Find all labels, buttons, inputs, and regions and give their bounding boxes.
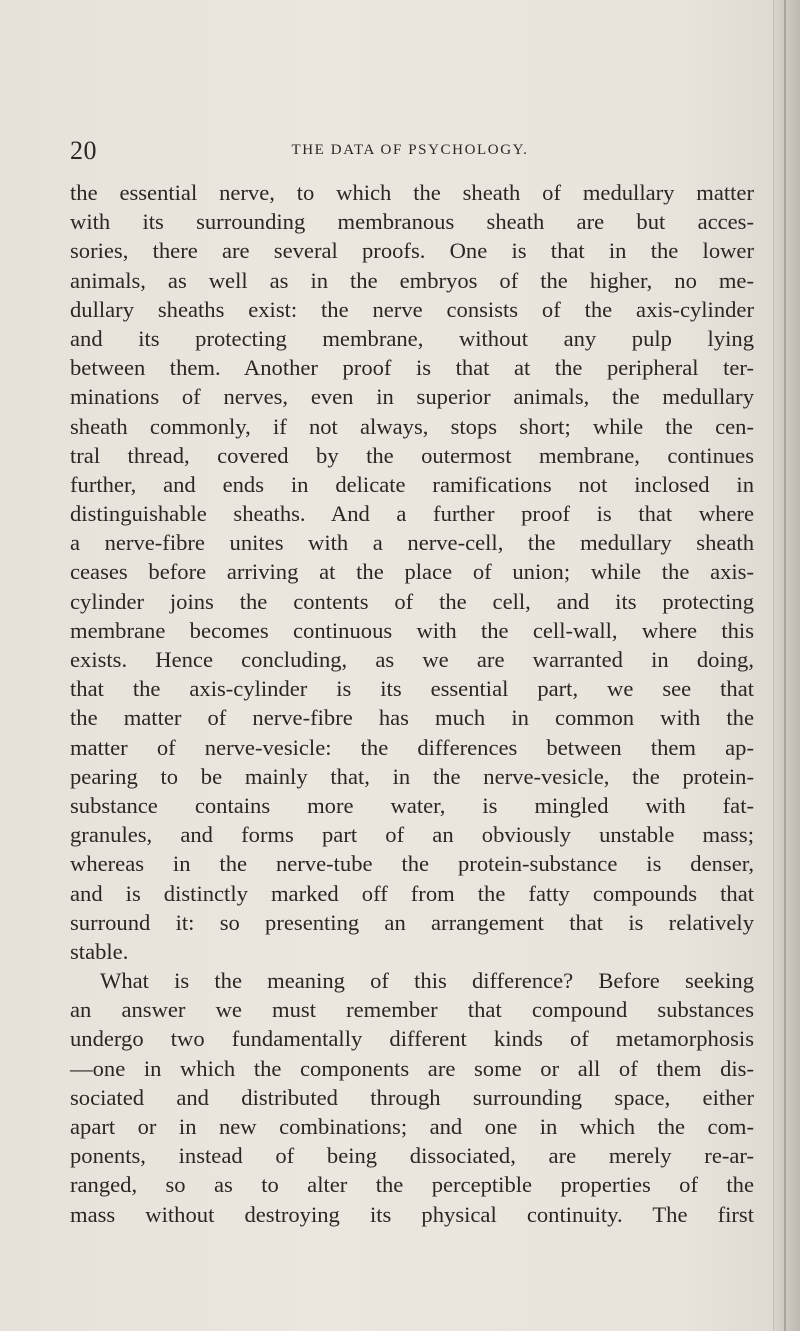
text-line: further, and ends in delicate ramifications not inclosed in: [70, 471, 754, 497]
text-line: dullary sheaths exist: the nerve consists of the axis-cylinder: [70, 296, 754, 322]
page-edge-shadow: [773, 0, 800, 1331]
text-line: the essential nerve, to which the sheath of medullary matter: [70, 180, 754, 205]
text-line: and is distinctly marked off from the fatty compounds that: [70, 880, 754, 906]
text-line: sheath commonly, if not always, stops short; while the cen-: [70, 413, 754, 439]
text-line: granules, and forms part of an obviously unstable mass;: [70, 822, 754, 848]
text-line: that the axis-cylinder is its essential part, we see that: [70, 676, 754, 702]
text-line: ceases before arriving at the place of union; while the axis-: [70, 559, 754, 585]
text-line: —one in which the components are some or all of them dis-: [70, 1055, 754, 1081]
body-text: [70, 178, 754, 1229]
text-line: ponents, instead of being dissociated, are merely re-ar-: [70, 1143, 754, 1169]
text-line: undergo two fundamentally different kinds of metamorphosis: [70, 1026, 754, 1052]
text-line: distinguishable sheaths. And a further proof is that where: [70, 501, 754, 527]
page-number: 20: [70, 136, 97, 165]
text-line: apart or in new combinations; and one in which the com-: [70, 1114, 754, 1139]
text-line: ranged, so as to alter the perceptible properties of the: [70, 1172, 754, 1198]
text-line: sociated and distributed through surrounding space, either: [70, 1084, 754, 1110]
paragraph-start-line: What is the meaning of this difference? Before seeking: [100, 968, 754, 994]
text-line: and its protecting membrane, without any pulp lying: [70, 325, 754, 351]
paragraph-end-line: stable.: [70, 938, 129, 964]
text-line: an answer we must remember that compound substances: [70, 997, 754, 1023]
text-line: exists. Hence concluding, as we are warranted in doing,: [70, 647, 754, 672]
text-line: matter of nerve-vesicle: the differences between them ap-: [70, 734, 754, 760]
text-line: the matter of nerve-fibre has much in common with the: [70, 705, 754, 731]
text-line: with its surrounding membranous sheath are but acces-: [70, 209, 754, 235]
text-line: animals, as well as in the embryos of the higher, no me-: [70, 267, 754, 293]
running-title: THE DATA OF PSYCHOLOGY.: [291, 142, 529, 158]
text-line: whereas in the nerve-tube the protein-substance is denser,: [70, 851, 754, 877]
text-line: sories, there are several proofs. One is that in the lower: [70, 238, 754, 264]
text-line: substance contains more water, is mingled with fat-: [70, 792, 754, 818]
page-header: [70, 136, 750, 166]
text-line: cylinder joins the contents of the cell, and its protecting: [70, 588, 754, 614]
text-line: mass without destroying its physical continuity. The first: [70, 1201, 754, 1227]
text-line: surround it: so presenting an arrangement that is relatively: [70, 909, 754, 935]
text-line: membrane becomes continuous with the cell-wall, where this: [70, 617, 754, 643]
text-line: tral thread, covered by the outermost membrane, continues: [70, 442, 754, 468]
text-line: between them. Another proof is that at the peripheral ter-: [70, 355, 754, 381]
text-line: minations of nerves, even in superior animals, the medullary: [70, 384, 754, 410]
text-line: pearing to be mainly that, in the nerve-vesicle, the protein-: [70, 763, 754, 789]
text-line: a nerve-fibre unites with a nerve-cell, the medullary sheath: [70, 530, 754, 556]
